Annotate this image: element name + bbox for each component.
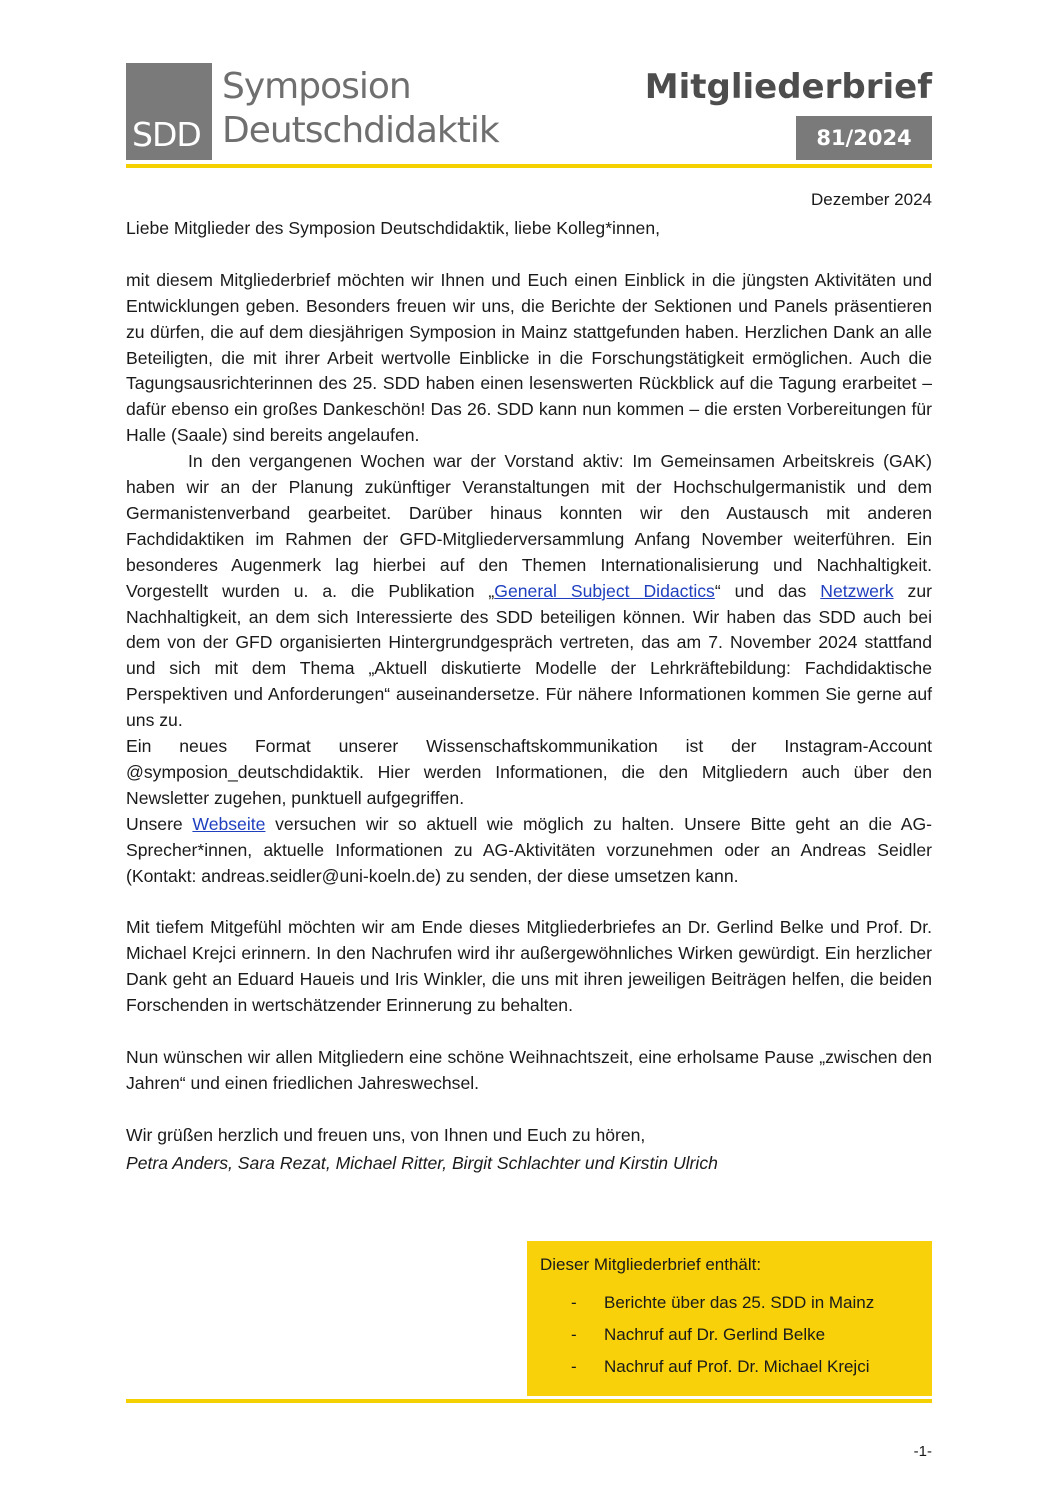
logo-text — [222, 65, 499, 153]
paragraph-text: In den vergangenen Wochen war der Vorstand aktiv: Im Gemeinsamen Arbeitskreis (GAK) haben wir an der Planung zukünftiger Veranstaltungen mit der Hochschulgermanistik und dem Germanistenverband gearbeitet. Darüber hinaus konnten wir den Austausch mit anderen Fachdidaktiken im Rahmen der GFD-Mitgliederversammlung Anfang November weiterführen. Ein besonderes Augenmerk lag hierbei auf den Themen Internationalisierung und Nachhaltigkeit. Vorgestellt wurden u. a. die Publikation „ — [126, 451, 932, 601]
logo-line-2: Deutschdidaktik — [222, 110, 499, 151]
link-general-subject-didactics[interactable]: General Subject Didactics — [494, 580, 715, 601]
paragraph-intro: mit diesem Mitgliederbrief möchten wir Ihnen und Euch einen Einblick in die jüngsten Aktivitäten und Entwicklungen geben. Besonders freuen wir uns, die Berichte der Sektionen und Panels präsentieren zu dürfen, die auf dem diesjährigen Symposion in Mainz stattgefunden haben. Herzlichen Dank an alle Beteiligten, die mit ihrer Arbeit wertvolle Einblicke in die Forschungstätigkeit ermöglichen. Auch die Tagungsausrichterinnen des 25. SDD haben einen lesenswerten Rückblick auf die Tagung erarbeitet – dafür ebenso ein großes Dankeschön! Das 26. SDD kann nun kommen – die ersten Vorbereitungen für Halle (Saale) sind bereits angelaufen. — [126, 269, 932, 446]
list-item-text: Berichte über das 25. SDD in Mainz — [604, 1293, 875, 1312]
signers: Petra Anders, Sara Rezat, Michael Ritter, Birgit Schlachter und Kirstin Ulrich — [126, 1152, 718, 1173]
list-item — [571, 1325, 874, 1357]
list-bullet: - — [571, 1325, 577, 1344]
list-bullet: - — [571, 1293, 577, 1312]
letter-date: Dezember 2024 — [811, 190, 932, 209]
list-item — [571, 1357, 874, 1389]
list-item-text: Nachruf auf Dr. Gerlind Belke — [604, 1325, 826, 1344]
link-netzwerk[interactable]: Netzwerk — [820, 580, 894, 601]
page-title: Mitgliederbrief — [644, 67, 932, 107]
letter-header — [126, 63, 932, 163]
logo-line-1: Symposion — [222, 66, 411, 107]
paragraph-text: Unsere — [126, 813, 193, 834]
paragraph-text: “ und das — [714, 580, 821, 601]
salutation: Liebe Mitglieder des Symposion Deutschdidaktik, liebe Kolleg*innen, — [126, 218, 660, 238]
paragraph-text: zur Nachhaltigkeit, an dem sich Interessierte des SDD beteiligen können. Wir haben das SDD auch bei dem von der GFD organisierten Hintergrundgespräch vertreten, das am 7. November 2024 stattfand und sich mit dem Thema „Aktuell diskutierte Modelle der Lehrkräftebildung: Fachdidaktische Perspektiven und Anforderungen“ auseinandersetze. Für nähere Informationen kommen Sie gerne auf uns zu. — [126, 580, 932, 731]
paragraph-obituaries: Mit tiefem Mitgefühl möchten wir am Ende dieses Mitgliederbriefes an Dr. Gerlind Belke und Prof. Dr. Michael Krejci erinnern. In den Nachrufen wird ihr außergewöhnliches Wirken gewürdigt. Ein herzlicher Dank geht an Eduard Haueis und Iris Winkler, die uns mit ihren jeweiligen Beiträgen helfen, die beiden Forschenden in wertschätzender Erinnerung zu behalten. — [126, 917, 932, 1016]
contents-box — [527, 1241, 932, 1396]
paragraph-season-greetings: Nun wünschen wir allen Mitgliedern eine schöne Weihnachtszeit, eine erholsame Pause „zwischen den Jahren“ und einen friedlichen Jahreswechsel. — [126, 1046, 932, 1093]
paragraph-text: versuchen wir so aktuell wie möglich zu halten. Unsere Bitte geht an die AG-Sprecher*innen, aktuelle Informationen zu AG-Aktivitäten vorzunehmen oder an Andreas Seidler (Kontakt: andreas.seidler@uni-koeln.de) zu senden, der diese umsetzen kann. — [126, 813, 933, 886]
header-divider — [126, 164, 932, 168]
sdd-logo — [126, 63, 212, 160]
list-item — [571, 1293, 874, 1325]
link-webseite[interactable]: Webseite — [192, 813, 266, 834]
closing-line: Wir grüßen herzlich und freuen uns, von Ihnen und Euch zu hören, — [126, 1124, 646, 1145]
list-item-text: Nachruf auf Prof. Dr. Michael Krejci — [604, 1357, 870, 1376]
contents-list — [571, 1293, 874, 1389]
paragraph-website — [126, 812, 932, 890]
contents-heading: Dieser Mitgliederbrief enthält: — [540, 1255, 762, 1274]
page-number: -1- — [913, 1443, 932, 1460]
issue-number: 81/2024 — [816, 126, 912, 150]
letter-body — [126, 216, 932, 1176]
list-bullet: - — [571, 1357, 577, 1376]
logo-abbreviation: SDD — [132, 115, 201, 154]
paragraph-instagram: Ein neues Format unserer Wissenschaftskommunikation ist der Instagram-Account @symposion_deutschdidaktik. Hier werden Informationen, die den Mitgliedern auch über den Newsletter zugehen, punktuell aufgegriffen. — [126, 736, 932, 808]
issue-badge — [796, 116, 932, 160]
footer-divider — [126, 1399, 932, 1403]
paragraph-board-activities — [126, 449, 932, 734]
